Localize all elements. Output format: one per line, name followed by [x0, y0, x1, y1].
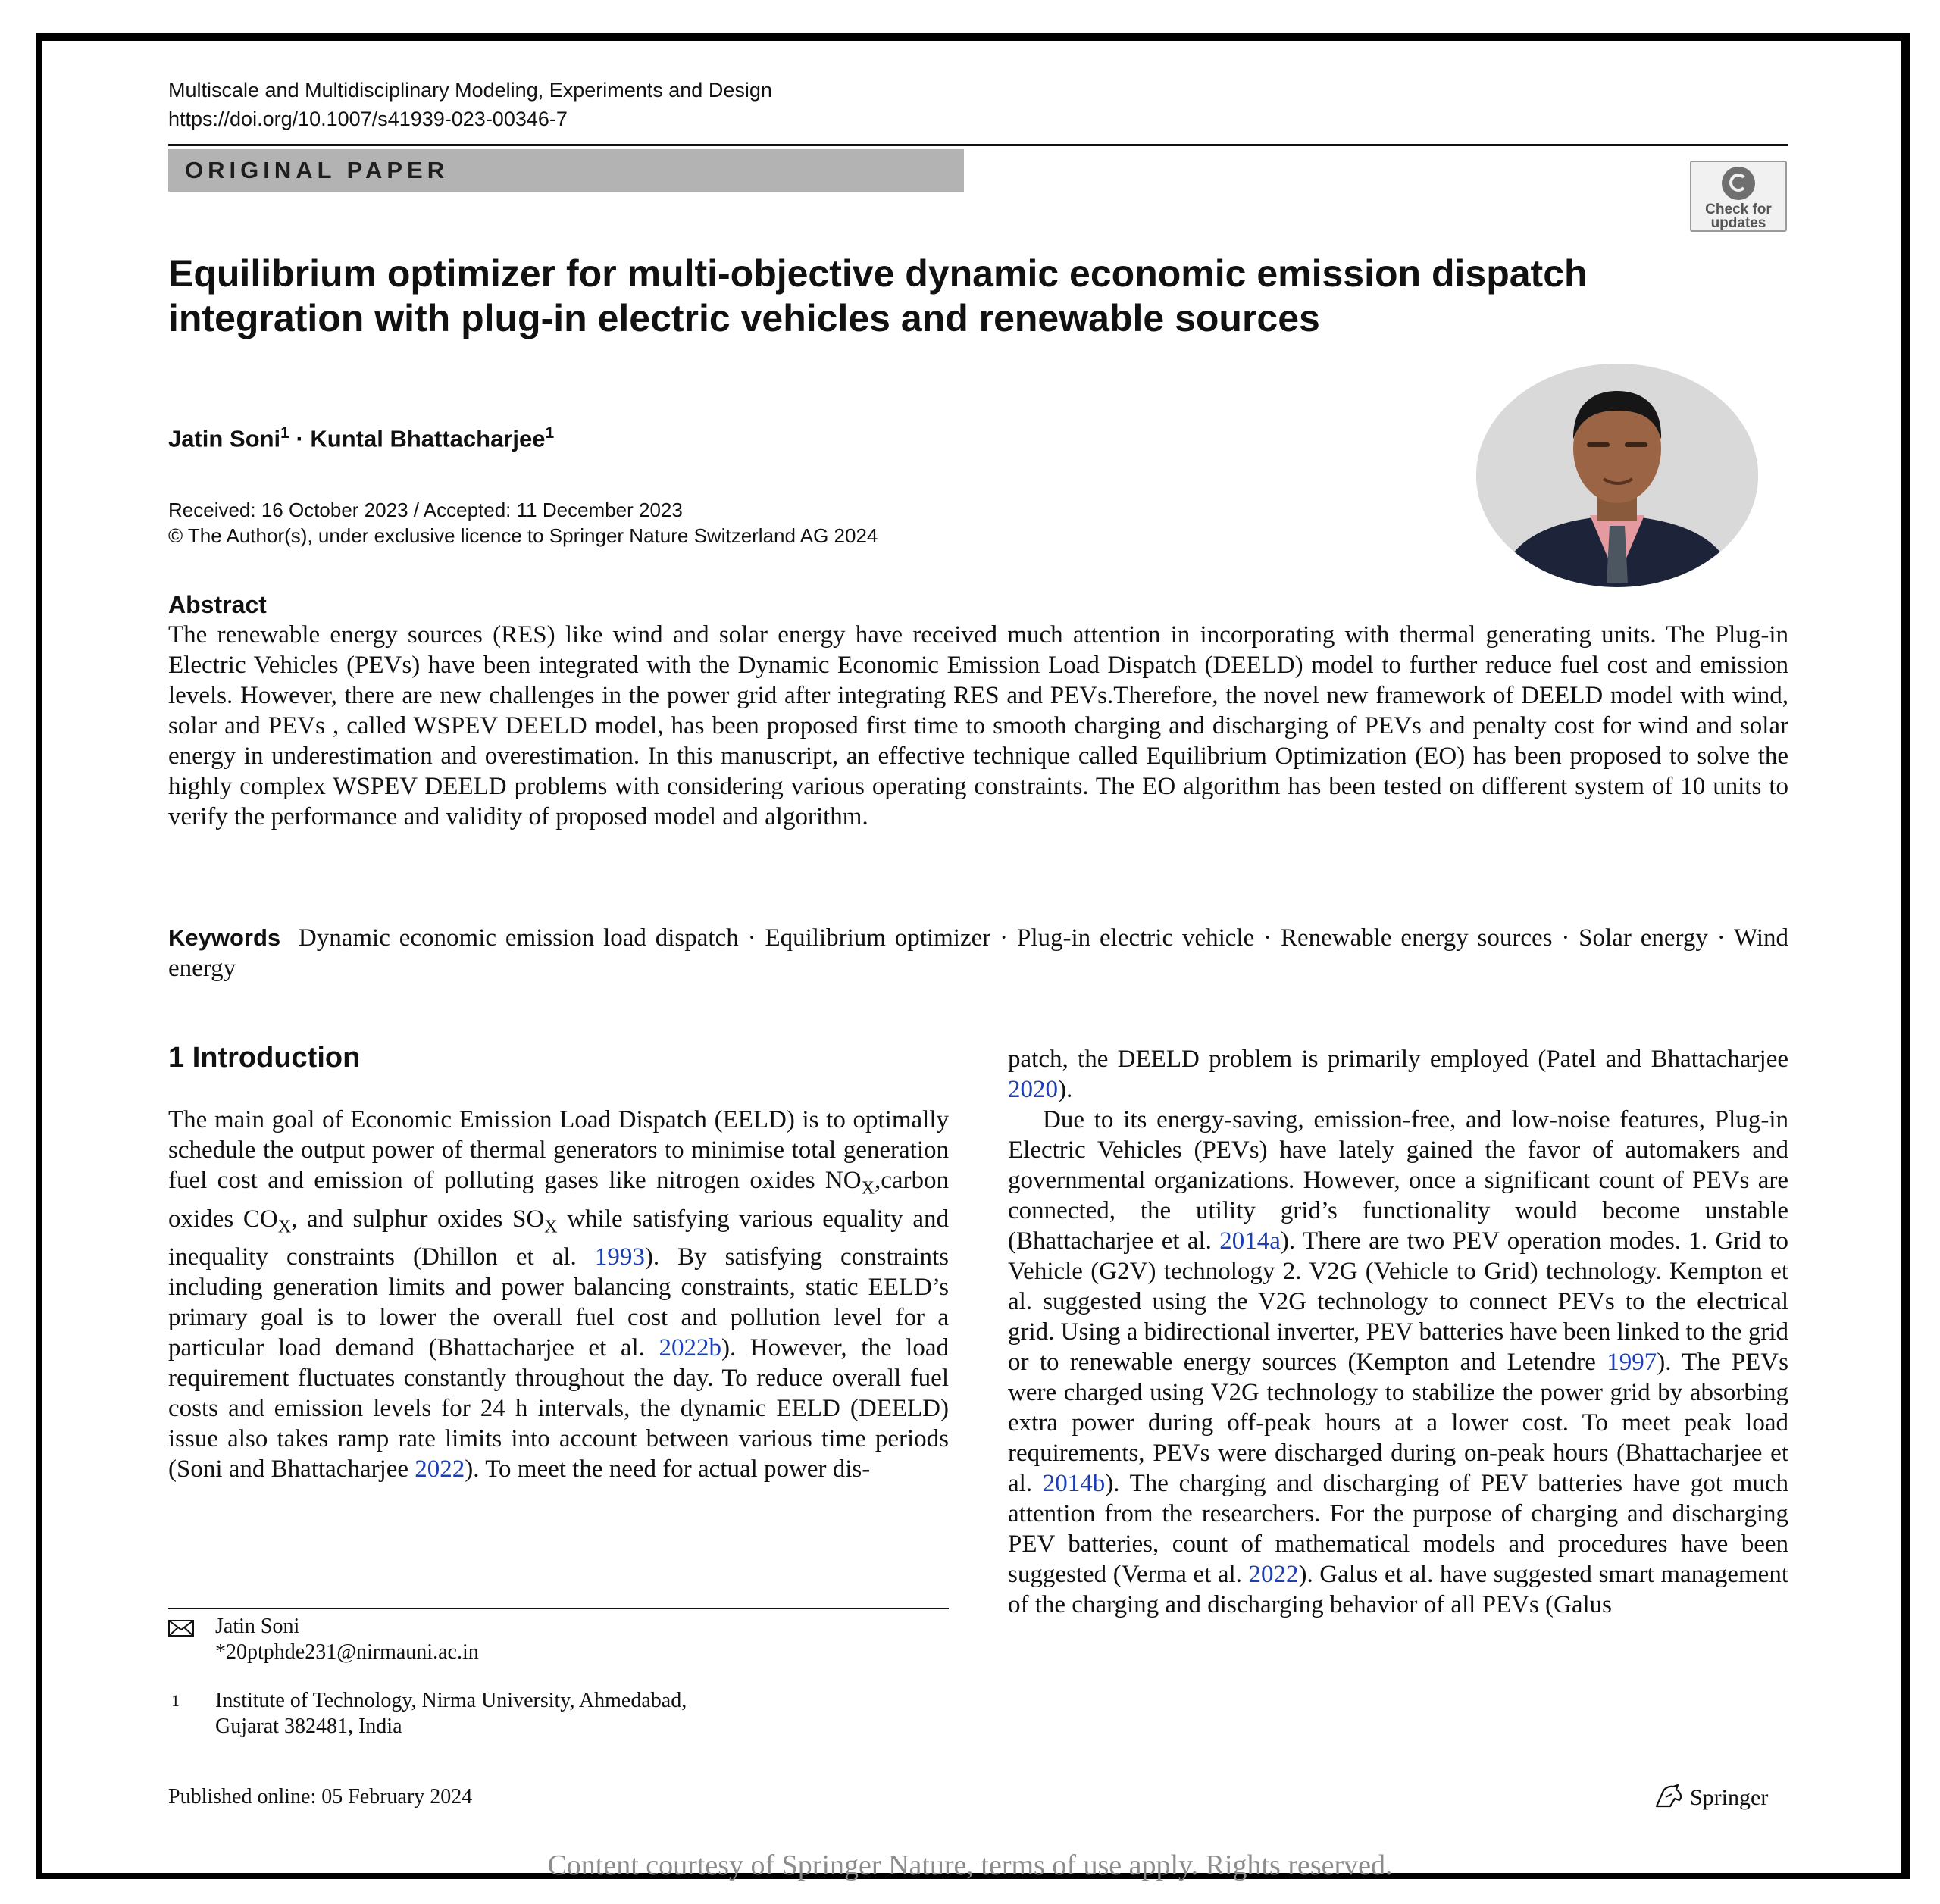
- copyright-notice: © The Author(s), under exclusive licence to Springer Nature Switzerland AG 2024: [168, 524, 878, 547]
- citation-link[interactable]: 1997: [1607, 1349, 1657, 1376]
- header-rule: [168, 144, 1788, 146]
- publisher-name[interactable]: Springer: [1690, 1785, 1769, 1810]
- keywords-text: Dynamic economic emission load dispatch · Equilibrium optimizer · Plug-in electric vehicle · Renewable energy sources · Solar energy · Wind energy: [168, 924, 1789, 982]
- check-for-updates-line2: updates: [1710, 215, 1766, 231]
- author-list: [168, 424, 554, 452]
- footnote-rule: [168, 1608, 949, 1609]
- abstract-text: The renewable energy sources (RES) like wind and solar energy have received much attention in incorporating with thermal generating units. The Plug-in Electric Vehicles (PEVs) have been integrated with the Dynamic Economic Emission Load Dispatch (DEELD) model to further reduce fuel cost and emission levels. However, there are new challenges in the power grid after integrating RES and PEVs.Therefore, the novel new framework of DEELD model with wind, solar and PEVs , called WSPEV DEELD model, has been proposed first time to smooth charging and discharging of PEVs and penalty cost for wind and solar energy in underestimation and overestimation. In this manuscript, an effective technique called Equilibrium Optimization (EO) has been proposed to solve the highly complex WSPEV DEELD problems with considering various operating constraints. The EO algorithm has been tested on different system of 10 units to verify the performance and validity of proposed model and algorithm.: [168, 621, 1788, 830]
- author-portrait-image: [1476, 364, 1758, 587]
- envelope-icon: [168, 1620, 194, 1637]
- author-separator: ·: [289, 425, 311, 452]
- keywords-label: Keywords: [168, 924, 281, 951]
- published-online-date: Published online: 05 February 2024: [168, 1785, 473, 1809]
- citation-link[interactable]: 1993: [594, 1243, 645, 1271]
- author-affiliation-mark: 1: [545, 424, 555, 442]
- author-name[interactable]: Kuntal Bhattacharjee: [310, 425, 546, 452]
- check-for-updates-line1: Check for: [1705, 202, 1772, 217]
- keywords: [168, 923, 1788, 983]
- abstract-heading: Abstract: [168, 591, 267, 618]
- springer-horse-icon: [1652, 1784, 1685, 1809]
- affiliation-line1: Institute of Technology, Nirma University, Ahmedabad,: [215, 1689, 687, 1712]
- paper-type-ribbon: [168, 149, 964, 192]
- author-photo: [1476, 364, 1758, 587]
- doi-link[interactable]: https://doi.org/10.1007/s41939-023-00346-7: [168, 108, 568, 130]
- pev-paragraph: Due to its energy-saving, emission-free, and low-noise features, Plug-in Electric Vehicles (PEVs) have lately gained the favor of automakers and governmental organizations. However, once a significant count of PEVs are connected, the utility grid’s functionality would become unstable (Bhattacharjee et al. 2014a). There are two PEV operation modes. 1. Grid to Vehicle (G2V) technology 2. V2G (Vehicle to Grid) technology. Kempton et al. suggested using the V2G technology to connect PEVs to the electrical grid. Using a bidirectional inverter, PEV batteries have been linked to the grid or to renewable energy sources (Kempton and Letendre 1997). The PEVs were charged using V2G technology to stabilize the power grid by absorbing extra power during off-peak hours at a lower cost. To meet peak load requirements, PEVs were discharged during on-peak hours (Bhattacharjee et al. 2014b). The charging and discharging of PEV batteries have got much attention from the researchers. For the purpose of charging and discharging PEV batteries, count of mathematical models and procedures have been suggested (Verma et al. 2022). Galus et al. have suggested smart management of the charging and discharging behavior of all PEVs (Galus: [1008, 1106, 1788, 1618]
- left-column: [168, 1105, 949, 1484]
- paper-type-label: ORIGINAL PAPER: [185, 157, 449, 183]
- article-dates: [168, 497, 878, 549]
- intro-paragraph: The main goal of Economic Emission Load Dispatch (EELD) is to optimally schedule the output power of thermal generators to minimise total generation fuel cost and emission of polluting gases like nitrogen oxides $NO_X,carbon$ oxides $CO_X$, and sulphur oxides $SO_X$ while satisfying various equality and inequality constraints (Dhillon et al. 1993). By satisfying constraints including generation limits and power balancing constraints, static EELD’s primary goal is to lower the overall fuel cost and pollution level for a particular load demand (Bhattacharjee et al. 2022b). However, the load requirement fluctuates constantly throughout the day. To reduce overall fuel costs and emission levels for 24 h intervals, the dynamic EELD (DEELD) issue also takes ramp rate limits into account between various time periods (Soni and Bhattacharjee 2022). To meet the need for actual power dis-: [168, 1106, 949, 1483]
- author-affiliation-mark: 1: [280, 424, 289, 442]
- citation-link[interactable]: 2022: [1248, 1561, 1299, 1588]
- citation-link[interactable]: 2022: [415, 1455, 465, 1483]
- citation-link[interactable]: 2014a: [1219, 1227, 1281, 1255]
- corresponding-author-email[interactable]: *20ptphde231@nirmauni.ac.in: [215, 1640, 479, 1664]
- author-name[interactable]: Jatin Soni: [168, 425, 281, 452]
- check-for-updates-badge[interactable]: [1690, 161, 1787, 232]
- courtesy-watermark: Content courtesy of Springer Nature, terms of use apply. Rights reserved.: [547, 1849, 1393, 1881]
- citation-link[interactable]: 2014b: [1042, 1470, 1106, 1497]
- journal-header: [168, 76, 772, 133]
- paper-title: Equilibrium optimizer for multi-objective dynamic economic emission dispatch integration with plug-in electric vehicles and renewable sources: [168, 252, 1588, 339]
- section-heading: 1 Introduction: [168, 1042, 361, 1074]
- corresponding-author-name: Jatin Soni: [215, 1615, 300, 1638]
- affiliation-number: 1: [171, 1691, 180, 1710]
- affiliation-line2: Gujarat 382481, India: [215, 1715, 402, 1738]
- check-for-updates-icon: [1722, 167, 1755, 200]
- citation-link[interactable]: 2020: [1008, 1076, 1058, 1103]
- journal-name: Multiscale and Multidisciplinary Modeling, Experiments and Design: [168, 79, 772, 102]
- right-column: [1008, 1044, 1788, 1620]
- citation-link[interactable]: 2022b: [659, 1334, 721, 1362]
- received-accepted-dates: Received: 16 October 2023 / Accepted: 11 December 2023: [168, 499, 683, 521]
- intro-paragraph-continued: patch, the DEELD problem is primarily employed (Patel and Bhattacharjee 2020).: [1008, 1046, 1788, 1103]
